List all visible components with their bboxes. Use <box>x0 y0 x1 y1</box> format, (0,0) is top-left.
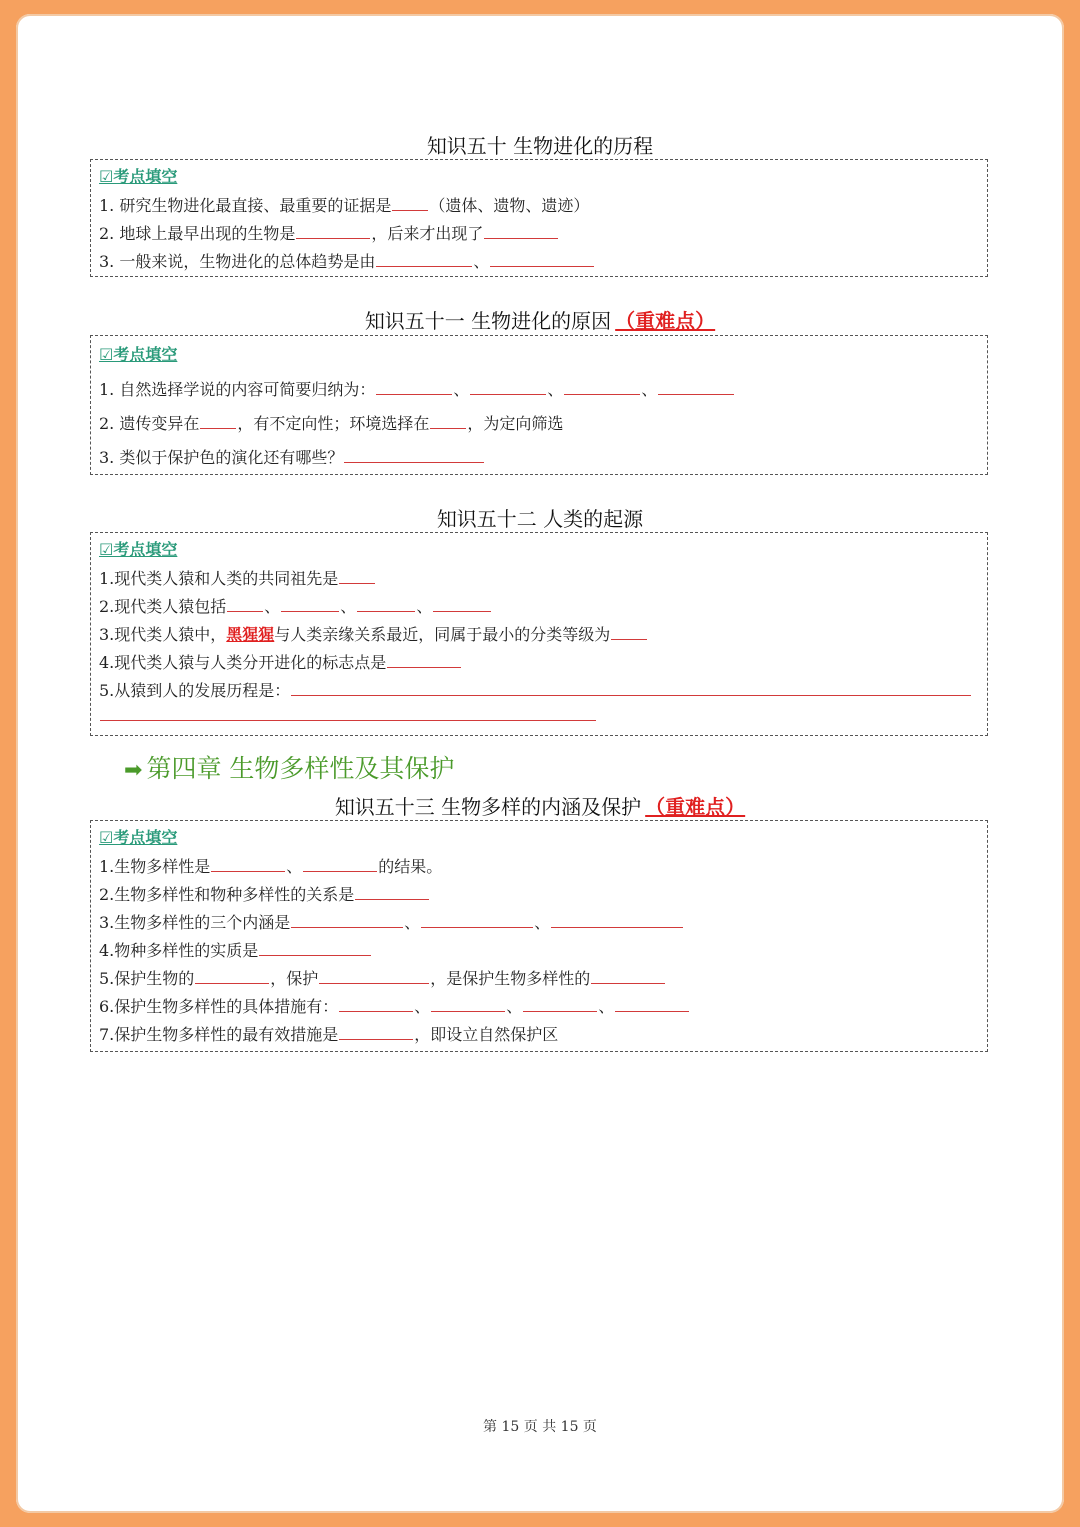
s53-line-3 <box>99 910 684 933</box>
s53-l1-text: 1.生物多样性是 <box>99 857 211 876</box>
blank[interactable] <box>591 969 665 984</box>
separator: 、 <box>547 380 564 399</box>
arrow-icon: ➡ <box>124 758 143 783</box>
s53-l7-text: 7.保护生物多样性的最有效措施是 <box>99 1025 339 1044</box>
key-point-tag: （重难点） <box>615 309 716 333</box>
section-53-title <box>16 794 1064 820</box>
separator: 、 <box>404 913 421 932</box>
blank[interactable] <box>200 414 236 429</box>
s53-l7-text-b: ，即设立自然保护区 <box>414 1025 559 1044</box>
separator: 、 <box>264 597 281 616</box>
separator: 、 <box>340 597 357 616</box>
s52-l2-text: 2.现代类人猿包括 <box>99 597 227 616</box>
s52-line-5 <box>99 678 972 701</box>
page-sheet <box>16 14 1064 1513</box>
s50-line-1 <box>99 193 589 216</box>
section-52-title-text: 知识五十二 人类的起源 <box>436 507 644 531</box>
separator: 、 <box>416 597 433 616</box>
separator: 、 <box>286 857 303 876</box>
blank[interactable] <box>421 913 533 928</box>
blank[interactable] <box>195 969 269 984</box>
blank[interactable] <box>387 653 461 668</box>
blank[interactable] <box>344 448 484 463</box>
s50-l2-text-b: ，后来才出现了 <box>371 224 484 243</box>
s51-line-1 <box>99 377 735 400</box>
section-50-caption: ☑考点填空 <box>99 167 178 186</box>
blank[interactable] <box>100 706 596 721</box>
s52-line-4 <box>99 650 462 673</box>
blank[interactable] <box>339 997 413 1012</box>
s50-line-3 <box>99 249 595 272</box>
blank[interactable] <box>291 913 403 928</box>
s51-l2-text-b: ，有不定向性；环境选择在 <box>237 414 430 433</box>
separator: 、 <box>641 380 658 399</box>
s50-l2-text: 2. 地球上最早出现的生物是 <box>99 224 296 243</box>
blank[interactable] <box>484 224 558 239</box>
blank[interactable] <box>319 969 429 984</box>
section-51-caption: ☑考点填空 <box>99 345 178 364</box>
blank[interactable] <box>376 252 472 267</box>
section-53-box <box>90 820 988 1052</box>
s52-l4-text: 4.现代类人猿与人类分开进化的标志点是 <box>99 653 387 672</box>
separator: 、 <box>473 252 490 271</box>
s52-l3-text-b: 与人类亲缘关系最近，同属于最小的分类等级为 <box>274 625 611 644</box>
blank[interactable] <box>658 380 734 395</box>
s53-line-7 <box>99 1022 558 1045</box>
s52-l5-text: 5.从猿到人的发展历程是： <box>99 681 291 700</box>
section-53-caption: ☑考点填空 <box>99 828 178 847</box>
chapter-title: 第四章 生物多样性及其保护 <box>146 754 455 783</box>
page-footer: 第 15 页 共 15 页 <box>483 1419 597 1435</box>
s53-l5-text-c: ，是保护生物多样性的 <box>430 969 591 988</box>
s53-l2-text: 2.生物多样性和物种多样性的关系是 <box>99 885 355 904</box>
blank[interactable] <box>211 857 285 872</box>
blank[interactable] <box>551 913 683 928</box>
section-51-title <box>16 308 1064 334</box>
s50-l1-text: 1. 研究生物进化最直接、最重要的证据是 <box>99 196 392 215</box>
section-52-title <box>16 506 1064 532</box>
separator: 、 <box>534 913 551 932</box>
s53-line-6 <box>99 994 690 1017</box>
highlight-answer: 黑猩猩 <box>226 625 275 644</box>
blank[interactable] <box>523 997 597 1012</box>
blank[interactable] <box>355 885 429 900</box>
blank[interactable] <box>339 569 375 584</box>
s53-line-1 <box>99 854 442 877</box>
blank[interactable] <box>303 857 377 872</box>
separator: 、 <box>506 997 523 1016</box>
s51-l2-text-c: ，为定向筛选 <box>467 414 564 433</box>
blank[interactable] <box>227 597 263 612</box>
s53-line-2 <box>99 882 430 905</box>
blank[interactable] <box>281 597 339 612</box>
blank[interactable] <box>490 252 594 267</box>
s53-l5-text: 5.保护生物的 <box>99 969 195 988</box>
section-53-title-text: 知识五十三 生物多样的内涵及保护 <box>334 795 642 819</box>
blank[interactable] <box>431 997 505 1012</box>
blank[interactable] <box>430 414 466 429</box>
chapter-heading <box>124 749 454 785</box>
s51-l1-text: 1. 自然选择学说的内容可简要归纳为： <box>99 380 376 399</box>
section-51-box <box>90 335 988 475</box>
s53-l6-text: 6.保护生物多样性的具体措施有： <box>99 997 339 1016</box>
separator: 、 <box>453 380 470 399</box>
blank[interactable] <box>392 196 428 211</box>
blank[interactable] <box>357 597 415 612</box>
s51-l2-text: 2. 遗传变异在 <box>99 414 200 433</box>
s52-line-3 <box>99 622 648 645</box>
s52-line-1 <box>99 566 376 589</box>
section-51-title-text: 知识五十一 生物进化的原因 <box>364 309 612 333</box>
s51-line-2 <box>99 411 563 434</box>
s51-l3-text: 3. 类似于保护色的演化还有哪些？ <box>99 448 344 467</box>
blank[interactable] <box>296 224 370 239</box>
s52-l3-text: 3.现代类人猿中， <box>99 625 227 644</box>
s53-l3-text: 3.生物多样性的三个内涵是 <box>99 913 291 932</box>
section-50-title <box>16 133 1064 159</box>
s53-line-4 <box>99 938 372 961</box>
separator: 、 <box>598 997 615 1016</box>
blank[interactable] <box>433 597 491 612</box>
blank[interactable] <box>611 625 647 640</box>
s50-l3-text: 3. 一般来说，生物进化的总体趋势是由 <box>99 252 376 271</box>
section-52-box <box>90 532 988 736</box>
s51-line-3 <box>99 445 485 468</box>
s53-l1-text-b: 的结果。 <box>378 857 443 876</box>
section-50-box <box>90 159 988 277</box>
blank[interactable] <box>376 380 452 395</box>
blank[interactable] <box>291 681 971 696</box>
blank[interactable] <box>339 1025 413 1040</box>
section-50-title-text: 知识五十 生物进化的历程 <box>426 134 654 158</box>
s52-l1-text: 1.现代类人猿和人类的共同祖先是 <box>99 569 339 588</box>
key-point-tag: （重难点） <box>645 795 746 819</box>
s53-line-5 <box>99 966 666 989</box>
s50-line-2 <box>99 221 559 244</box>
section-52-caption: ☑考点填空 <box>99 540 178 559</box>
s53-l4-text: 4.物种多样性的实质是 <box>99 941 259 960</box>
s52-line-2 <box>99 594 492 617</box>
blank[interactable] <box>615 997 689 1012</box>
s50-l1-note: （遗体、遗物、遗迹） <box>429 196 590 215</box>
separator: 、 <box>414 997 431 1016</box>
s52-line-5-cont <box>99 706 597 725</box>
blank[interactable] <box>259 941 371 956</box>
blank[interactable] <box>470 380 546 395</box>
s53-l5-text-b: ，保护 <box>270 969 319 988</box>
blank[interactable] <box>564 380 640 395</box>
